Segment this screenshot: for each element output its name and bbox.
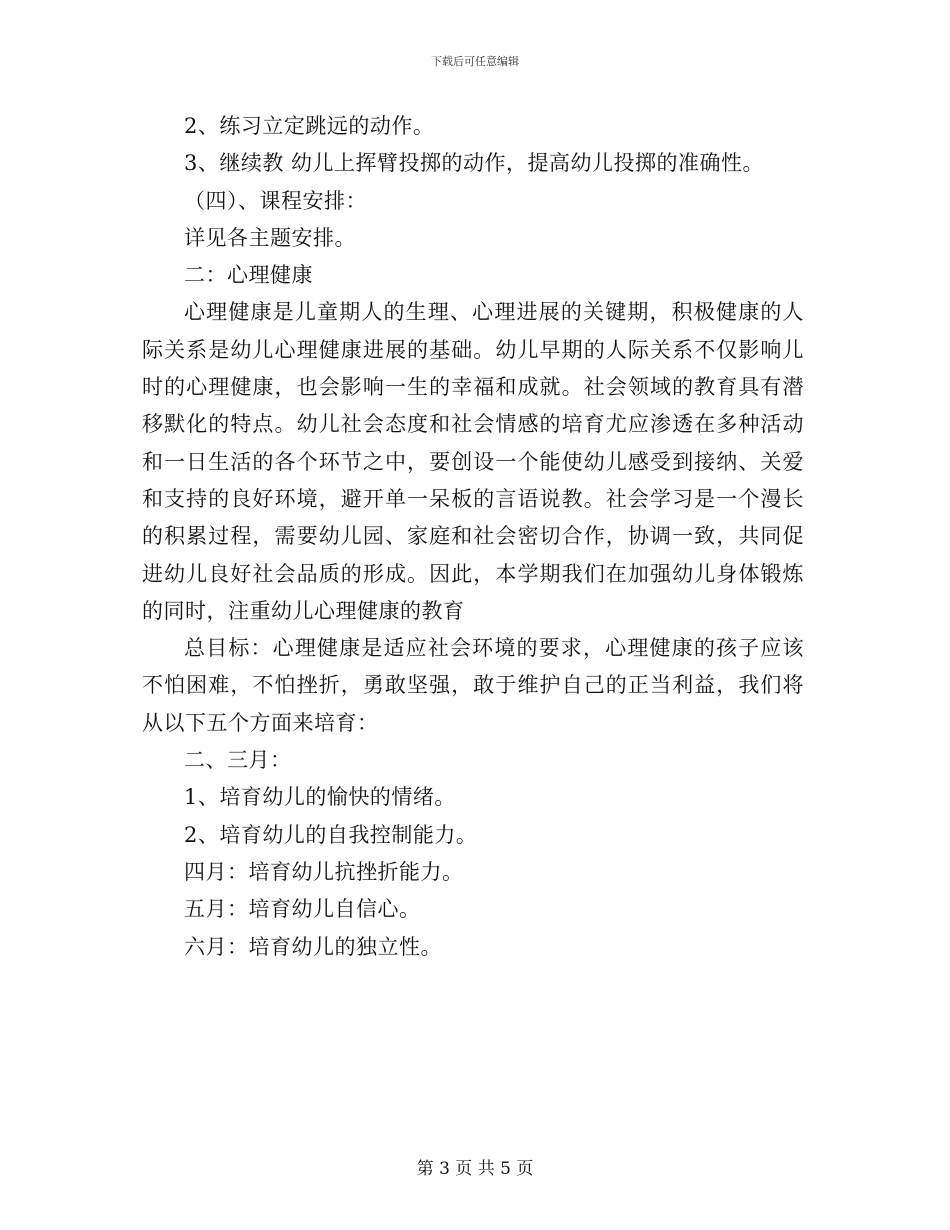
paragraph-7: 总目标：心理健康是适应社会环境的要求，心理健康的孩子应该不怕困难，不怕挫折，勇敢坚强，敢于维护自己的正当利益，我们将从以下五个方面来培育： xyxy=(142,636,804,735)
paragraph-9: 1、培育幼儿的愉快的情绪。 xyxy=(184,785,456,810)
paragraph-11: 四月：培育幼儿抗挫折能力。 xyxy=(184,859,464,884)
paragraph-3: （四）、课程安排： xyxy=(184,188,367,213)
paragraph-6: 心理健康是儿童期人的生理、心理进展的关键期，积极健康的人际关系是幼儿心理健康进展的基础。幼儿早期的人际关系不仅影响儿时的心理健康，也会影响一生的幸福和成就。社会领域的教育具有潜移默化的特点。幼儿社会态度和社会情感的培育尤应渗透在多种活动和一日生活的各个环节之中，要创设一个能使幼儿感受到接纳、关爱和支持的良好环境，避开单一呆板的言语说教。社会学习是一个漫长的积累过程，需要幼儿园、家庭和社会密切合作，协调一致，共同促进幼儿良好社会品质的形成。因此，本学期我们在加强幼儿身体锻炼的同时，注重幼儿心理健康的教育 xyxy=(142,300,804,623)
paragraph-2: 3、继续教 幼儿上挥臂投掷的动作，提高幼儿投掷的准确性。 xyxy=(184,151,765,176)
paragraph-13: 六月：培育幼儿的独立性。 xyxy=(184,934,442,959)
page-header: 下载后可任意编辑 xyxy=(431,55,519,68)
paragraph-4: 详见各主题安排。 xyxy=(184,225,356,250)
document-body xyxy=(142,108,804,966)
paragraph-10: 2、培育幼儿的自我控制能力。 xyxy=(184,822,478,847)
paragraph-8: 二、三月： xyxy=(184,748,292,773)
paragraph-12: 五月：培育幼儿自信心。 xyxy=(184,897,421,922)
paragraph-5: 二：心理健康 xyxy=(184,263,313,288)
page-footer: 第 3 页 共 5 页 xyxy=(416,1159,534,1179)
paragraph-1: 2、练习立定跳远的动作。 xyxy=(184,114,435,138)
